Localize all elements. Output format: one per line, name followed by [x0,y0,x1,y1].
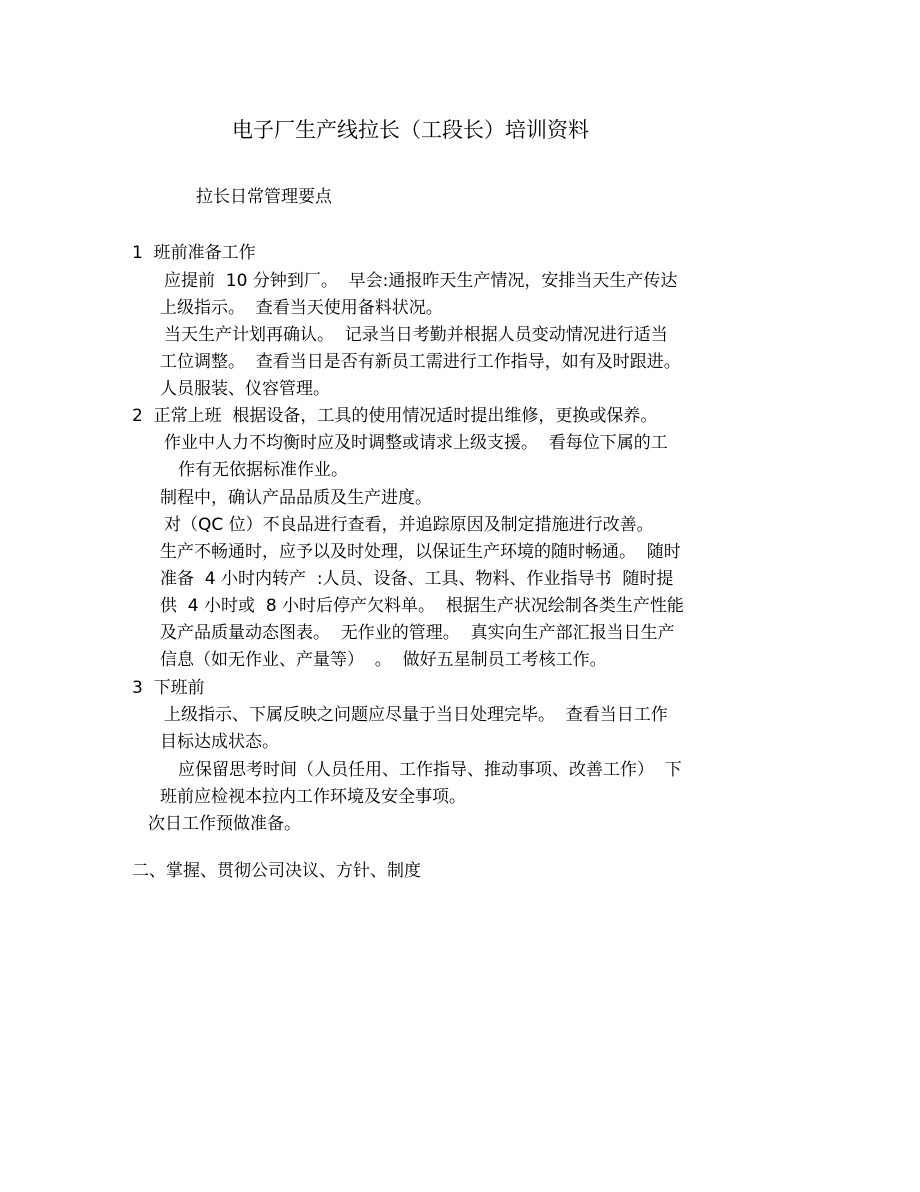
paragraph-line: 供 4 小时或 8 小时后停产欠料单。 根据生产状况绘制各类生产性能 [160,596,684,616]
section-heading-2: 二、掌握、贯彻公司决议、方针、制度 [132,861,421,881]
paragraph-line: 作业中人力不均衡时应及时调整或请求上级支援。 看每位下属的工 [164,433,668,453]
paragraph-line: 信息（如无作业、产量等） 。 做好五星制员工考核工作。 [160,650,607,670]
paragraph-line: 生产不畅通时，应予以及时处理，以保证生产环境的随时畅通。 随时 [160,542,681,562]
item-heading-1: 1 班前准备工作 [132,243,256,263]
paragraph-line: 次日工作预做准备。 [148,814,301,834]
paragraph-line: 人员服装、仪容管理。 [160,379,330,399]
paragraph-line: 作有无依据标准作业。 [178,460,348,480]
paragraph-line: 当天生产计划再确认。 记录当日考勤并根据人员变动情况进行适当 [164,325,668,345]
paragraph-line: 上级指示。 查看当天使用备料状况。 [160,298,443,318]
section-heading: 拉长日常管理要点 [196,187,332,207]
paragraph-line: 对（QC 位）不良品进行查看，并追踪原因及制定措施进行改善。 [164,515,654,535]
item-heading-2: 2 正常上班 根据设备，工具的使用情况适时提出维修，更换或保养。 [132,406,658,426]
paragraph-line: 应保留思考时间（人员任用、工作指导、推动事项、改善工作） 下 [178,760,682,780]
paragraph-line: 制程中，确认产品品质及生产进度。 [160,488,432,508]
paragraph-line: 应提前 10 分钟到厂。 早会:通报昨天生产情况，安排当天生产传达 [164,271,678,291]
document-title: 电子厂生产线拉长（工段长）培训资料 [232,118,589,142]
paragraph-line: 班前应检视本拉内工作环境及安全事项。 [160,787,466,807]
item-heading-3: 3 下班前 [132,678,205,698]
paragraph-line: 上级指示、下属反映之问题应尽量于当日处理完毕。 查看当日工作 [164,705,668,725]
paragraph-line: 目标达成状态。 [160,732,279,752]
paragraph-line: 准备 4 小时内转产 :人员、设备、工具、物料、作业指导书 随时提 [160,569,674,589]
paragraph-line: 及产品质量动态图表。 无作业的管理。 真实向生产部汇报当日生产 [160,623,675,643]
paragraph-line: 工位调整。 查看当日是否有新员工需进行工作指导，如有及时跟进。 [160,352,681,372]
